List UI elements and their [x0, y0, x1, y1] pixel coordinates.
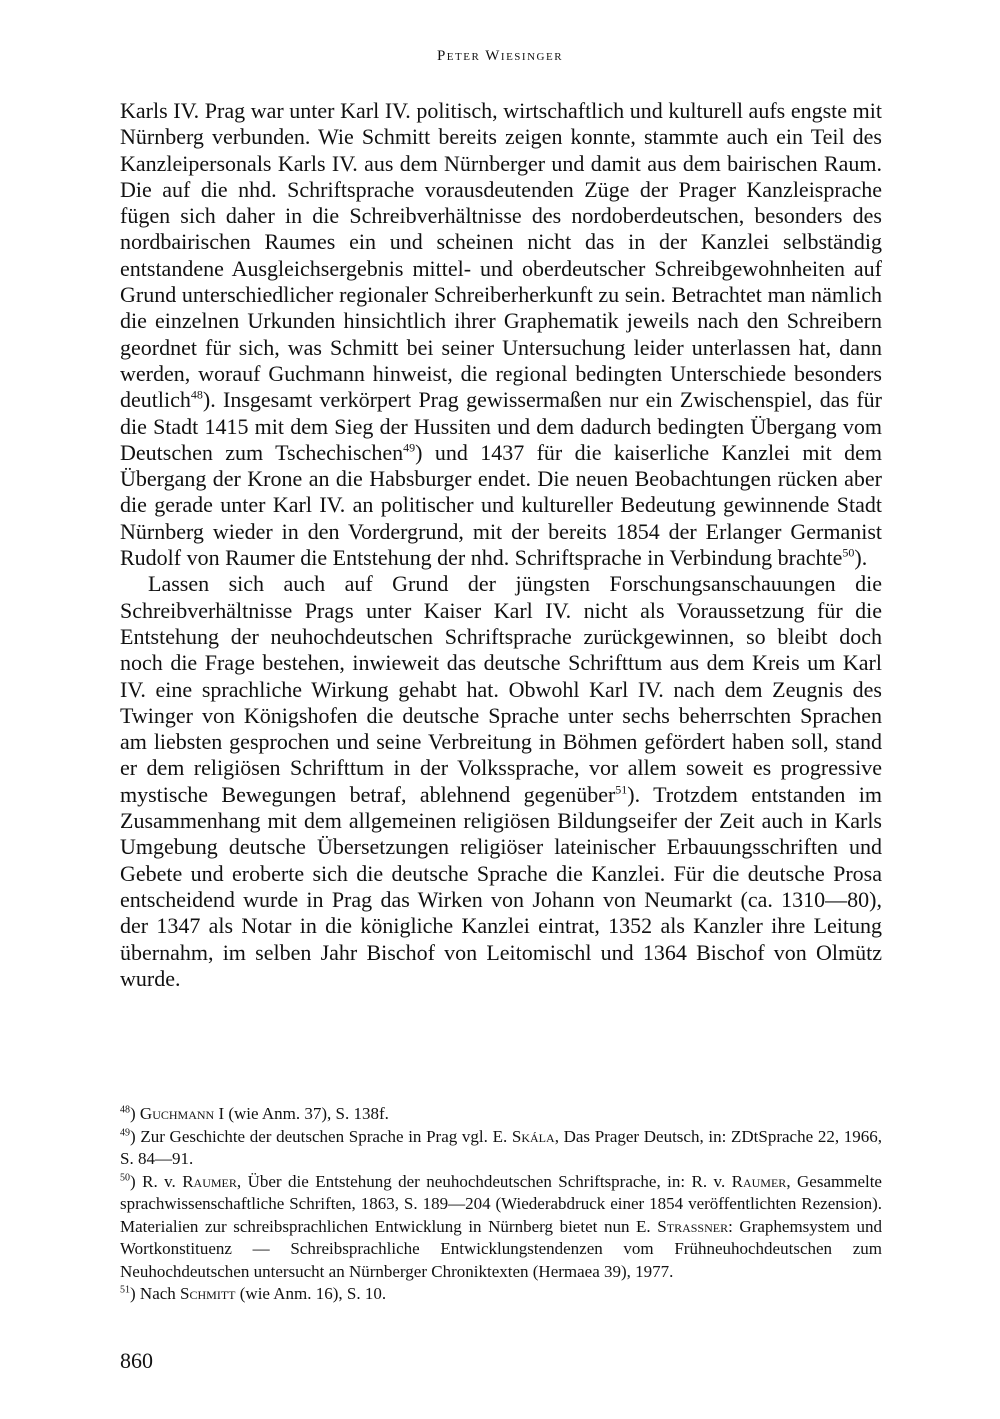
- running-header: Peter Wiesinger: [436, 48, 564, 64]
- footnote-ref-49[interactable]: 49: [403, 440, 416, 455]
- footnote-51: $^{51}$) Nach Schmitt (wie Anm. 16), S. 10.: [120, 1284, 387, 1303]
- footnote-ref-48[interactable]: 48: [190, 387, 203, 402]
- paragraph-1: Karls IV. Prag war unter Karl IV. politisch, wirtschaftlich und kulturell aufs engste mit Nürnberg verbunden. Wie Schmitt bereits zeigen konnte, stammte auch ein Teil des Kanzleipersonals Karls IV. aus dem Nürnberger und damit aus dem bairischen Raum. Die auf die nhd. Schriftsprache vorausdeutenden Züge der Prager Kanzleisprache fügen sich daher in die Schreibverhältnisse des nordoberdeutschen, besonders des nordbairischen Raumes ein und scheinen nicht das in der Kanzlei selbständig entstandene Ausgleichsergebnis mittel- und oberdeutscher Schreibgewohnheiten auf Grund unterschiedlicher regionaler Schreiberherkunft zu sein. Betrachtet man nämlich die einzelnen Urkunden hinsichtlich ihrer Graphematik jeweils nach den Schreibern geordnet für sich, was Schmitt bei seiner Untersuchung leider unterlassen hat, dann werden, worauf Guchmann hinweist, die regional bedingten Unterschiede besonders deutlich$^{48}$). Insgesamt verkörpert Prag gewissermaßen nur ein Zwischenspiel, das für die Stadt 1415 mit dem Sieg der Hussiten und dem dadurch bedingten Übergang vom Deutschen zum Tschechischen$^{49}$) und 1437 für die kaiserliche Kanzlei mit dem Übergang der Krone an die Habsburger endet. Die neuen Beobachtungen rücken aber die gerade unter Karl IV. an politischer und kultureller Bedeutung gewinnende Stadt Nürnberg wieder in den Vordergrund, mit der bereits 1854 der Erlanger Germanist Rudolf von Raumer die Entstehung der nhd. Schriftsprache in Verbindung brachte$^{50}$).: [120, 98, 883, 571]
- body-text: [120, 98, 882, 992]
- footnote-50: $^{50}$) R. v. Raumer, Über die Entstehung der neuhochdeutschen Schriftsprache, in: R. v. Raumer, Gesammelte sprachwissenschaftliche Schriften, 1863, S. 189—204 (Wiederabdruck einer 1854 veröffentlichten Rezension). Materialien zur schreibsprachlichen Entwicklung in Nürnberg bietet nun E. Strassner: Graphemsystem und Wortkonstituenz — Schreibsprachliche Entwicklungstendenzen vom Frühneuhochdeutschen zum Neuhochdeutschen untersucht an Nürnberger Chroniktexten (Hermaea 39), 1977.: [120, 1171, 882, 1281]
- footnote-49: $^{49}$) Zur Geschichte der deutschen Sprache in Prag vgl. E. Skála, Das Prager Deutsch, in: ZDtSprache 22, 1966, S. 84—91.: [120, 1126, 882, 1168]
- paragraph-2: Lassen sich auch auf Grund der jüngsten Forschungsanschauungen die Schreibverhältnisse Prags unter Kaiser Karl IV. nicht als Voraussetzung für die Entstehung der neuhochdeutschen Schriftsprache zurückgewinnen, so bleibt doch noch die Frage bestehen, inwieweit das deutsche Schrifttum aus dem Kreis um Karl IV. eine sprachliche Wirkung gehabt hat. Obwohl Karl IV. nach dem Zeugnis des Twinger von Königshofen die deutsche Sprache unter sechs beherrschten Sprachen am liebsten gesprochen und seine Verbreitung in Böhmen gefördert haben soll, stand er dem religiösen Schrifttum in der Volkssprache, vor allem soweit es progressive mystische Bewegungen betraf, ablehnend gegenüber$^{51}$). Trotzdem entstanden im Zusammenhang mit dem allgemeinen religiösen Bildungseifer der Zeit auch in Karls Umgebung deutsche Übersetzungen religiöser lateinischer Erbauungsschriften und Gebete und eroberte sich die deutsche Sprache die Kanzlei. Für die deutsche Prosa entscheidend wurde in Prag das Wirken von Johann von Neumarkt (ca. 1310—80), der 1347 als Notar in die königliche Kanzlei eintrat, 1352 als Kanzler ihre Leitung übernahm, im selben Jahr Bischof von Leitomischl und 1364 Bischof von Olmütz wurde.: [120, 571, 882, 991]
- footnote-ref-51[interactable]: 51: [615, 782, 628, 797]
- footnotes: [120, 1103, 882, 1306]
- footnote-48: $^{48}$) Guchmann I (wie Anm. 37), S. 138f.: [120, 1104, 389, 1123]
- footnote-ref-50[interactable]: 50: [842, 545, 855, 560]
- page-number: 860: [120, 1348, 153, 1373]
